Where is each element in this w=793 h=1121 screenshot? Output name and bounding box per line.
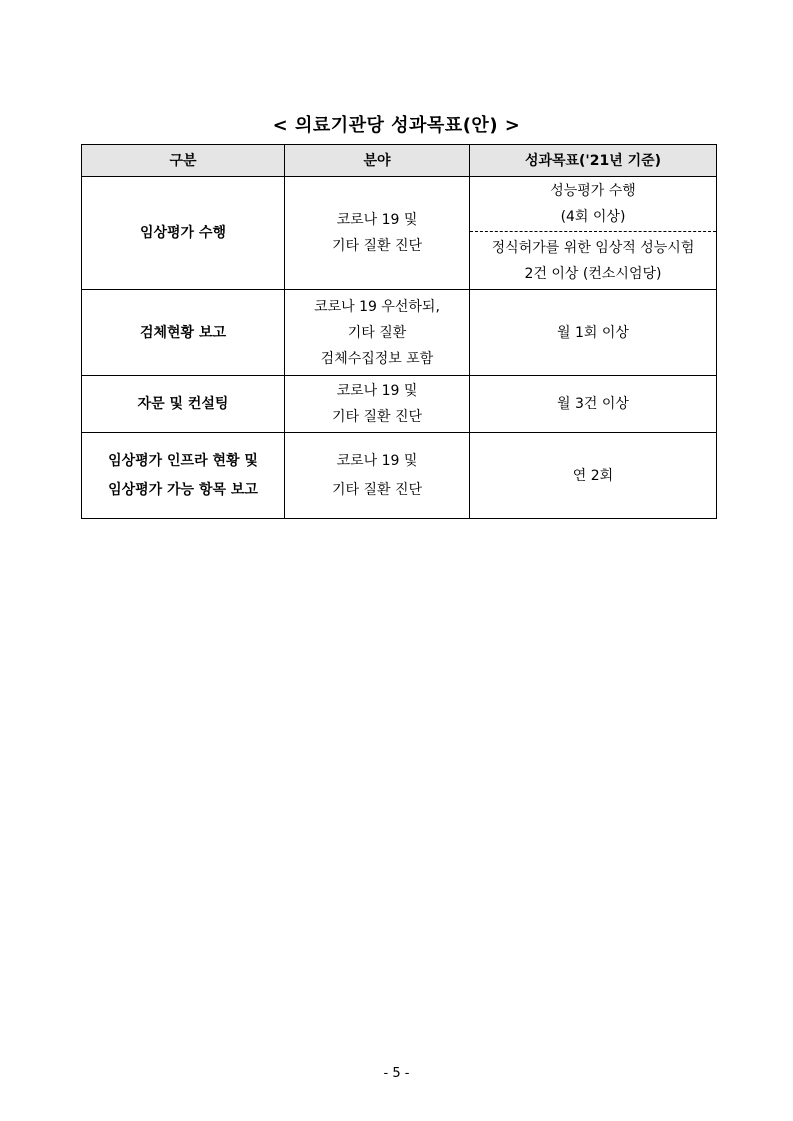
- row-field: 코로나 19 및 기타 질환 진단: [285, 376, 470, 433]
- row-field: 코로나 19 우선하되, 기타 질환 검체수집정보 포함: [285, 290, 470, 376]
- row-goal: 월 1회 이상: [470, 290, 717, 376]
- row-category: 임상평가 인프라 현황 및 임상평가 가능 항목 보고: [82, 433, 285, 519]
- row-goal: 정식허가를 위한 임상적 성능시험 2건 이상 (컨소시엄당): [470, 232, 717, 290]
- row-goal: 월 3건 이상: [470, 376, 717, 433]
- page-number: - 5 -: [383, 1066, 410, 1081]
- row-goal: 연 2회: [470, 433, 717, 519]
- header-goal: 성과목표('21년 기준): [470, 145, 717, 177]
- row-field: 코로나 19 및 기타 질환 진단: [285, 433, 470, 519]
- performance-goals-table: [81, 144, 717, 519]
- row-category: 자문 및 컨설팅: [82, 376, 285, 433]
- table-row: [82, 376, 717, 433]
- table-row: [82, 433, 717, 519]
- table-header-row: [82, 145, 717, 177]
- header-category: 구분: [82, 145, 285, 177]
- header-field: 분야: [285, 145, 470, 177]
- row-goal: 성능평가 수행 (4회 이상): [470, 177, 717, 232]
- document-title: < 의료기관당 성과목표(안) >: [272, 115, 521, 136]
- row-category: 검체현황 보고: [82, 290, 285, 376]
- table-row: [82, 177, 717, 232]
- table-row: [82, 290, 717, 376]
- row-field: 코로나 19 및 기타 질환 진단: [285, 177, 470, 290]
- row-category: 임상평가 수행: [82, 177, 285, 290]
